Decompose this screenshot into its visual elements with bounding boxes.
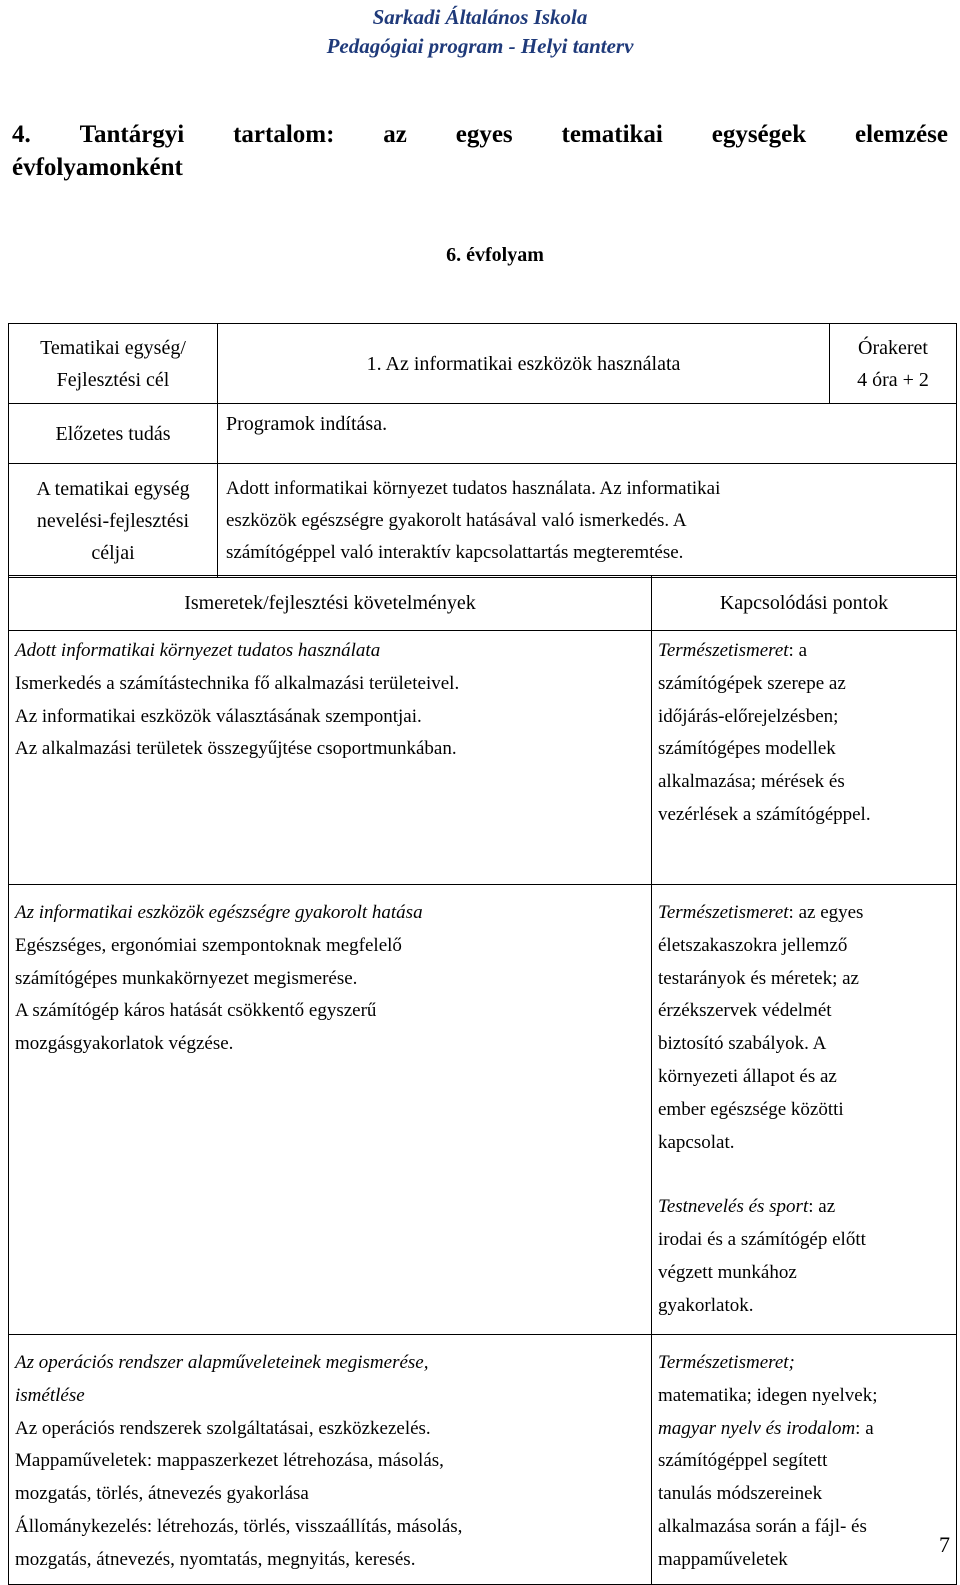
section-title-word: tematikai xyxy=(561,121,663,148)
section-title-word: egyes xyxy=(455,121,513,148)
section-title-word: elemzése xyxy=(854,121,948,148)
requirements-cell-1: Adott informatikai környezet tudatos használata Ismerkedés a számítástechnika fő alkalmazási területeivel. Az informatikai eszközök választásának szempontjai. Az alkalmazási területek összegyűjtése csoportmunkában. xyxy=(9,631,652,885)
goals-label: A tematikai egység nevelési-fejlesztési céljai xyxy=(9,464,218,578)
unit-header-table xyxy=(8,323,957,578)
page-number: 7 xyxy=(939,1532,950,1557)
connections-cell-1: Természetismeret: a számítógépek szerepe az időjárás-előrejelzésben; számítógépes modellek alkalmazása; mérések és vezérlések a számítógéppel. xyxy=(652,631,957,885)
section-title-word: egységek xyxy=(711,121,807,148)
hours-cell xyxy=(830,324,957,404)
program-name: Pedagógiai program - Helyi tanterv xyxy=(326,34,634,58)
theme-value: 1. Az informatikai eszközök használata xyxy=(218,324,830,404)
connections-cell-3: Természetismeret; matematika; idegen nyelvek; magyar nyelv és irodalom: a számítógéppel segített tanulás módszereinek alkalmazása során a fájl- és mappaműveletek xyxy=(652,1335,957,1585)
column-header-connections: Kapcsolódási pontok xyxy=(652,576,957,631)
section-title-word: Tantárgyi xyxy=(79,121,185,148)
goals-value: Adott informatikai környezet tudatos használata. Az informatikai eszközök egészségre gyakorolt hatásával való ismerkedés. A számítógéppel való interaktív kapcsolattartás megteremtése. xyxy=(218,464,957,578)
section-title-line2: évfolyamonként xyxy=(12,154,183,181)
theme-label: Tematikai egység/ Fejlesztési cél xyxy=(9,324,218,404)
section-title-word: 4. xyxy=(12,121,31,148)
hours-value: 4 óra + 2 xyxy=(857,368,929,391)
content-table xyxy=(8,575,957,1585)
requirements-cell-2: Az informatikai eszközök egészségre gyakorolt hatása Egészséges, ergonómiai szempontoknak megfelelő számítógépes munkakörnyezet megismerése. A számítógép káros hatását csökkentő egyszerű mozgásgyakorlatok végzése. xyxy=(9,885,652,1335)
hours-label: Órakeret xyxy=(858,336,928,359)
connections-cell-2: Természetismeret: az egyes életszakaszokra jellemző testarányok és méretek; az érzékszervek védelmét biztosító szabályok. A környezeti állapot és az ember egészsége közötti kapcsolat. Testnevelés és sport: az irodai és a számítógép előtt végzett munkához gyakorlatok. xyxy=(652,885,957,1335)
prior-label: Előzetes tudás xyxy=(9,404,218,464)
grade-heading: 6. évfolyam xyxy=(446,244,544,266)
school-name: Sarkadi Általános Iskola xyxy=(372,5,588,29)
prior-value: Programok indítása. xyxy=(218,404,957,464)
requirements-cell-3: Az operációs rendszer alapműveleteinek megismerése, ismétlése Az operációs rendszerek szolgáltatásai, eszközkezelés. Mappaműveletek: mappaszerkezet létrehozása, másolás, mozgatás, törlés, átnevezés gyakorlása Állománykezelés: létrehozás, törlés, visszaállítás, másolás, mozgatás, átnevezés, nyomtatás, megnyitás, keresés. xyxy=(9,1335,652,1585)
section-title-word: az xyxy=(383,121,407,148)
column-header-requirements: Ismeretek/fejlesztési követelmények xyxy=(9,576,652,631)
section-title-word: tartalom: xyxy=(233,121,335,148)
section-title xyxy=(12,118,948,184)
